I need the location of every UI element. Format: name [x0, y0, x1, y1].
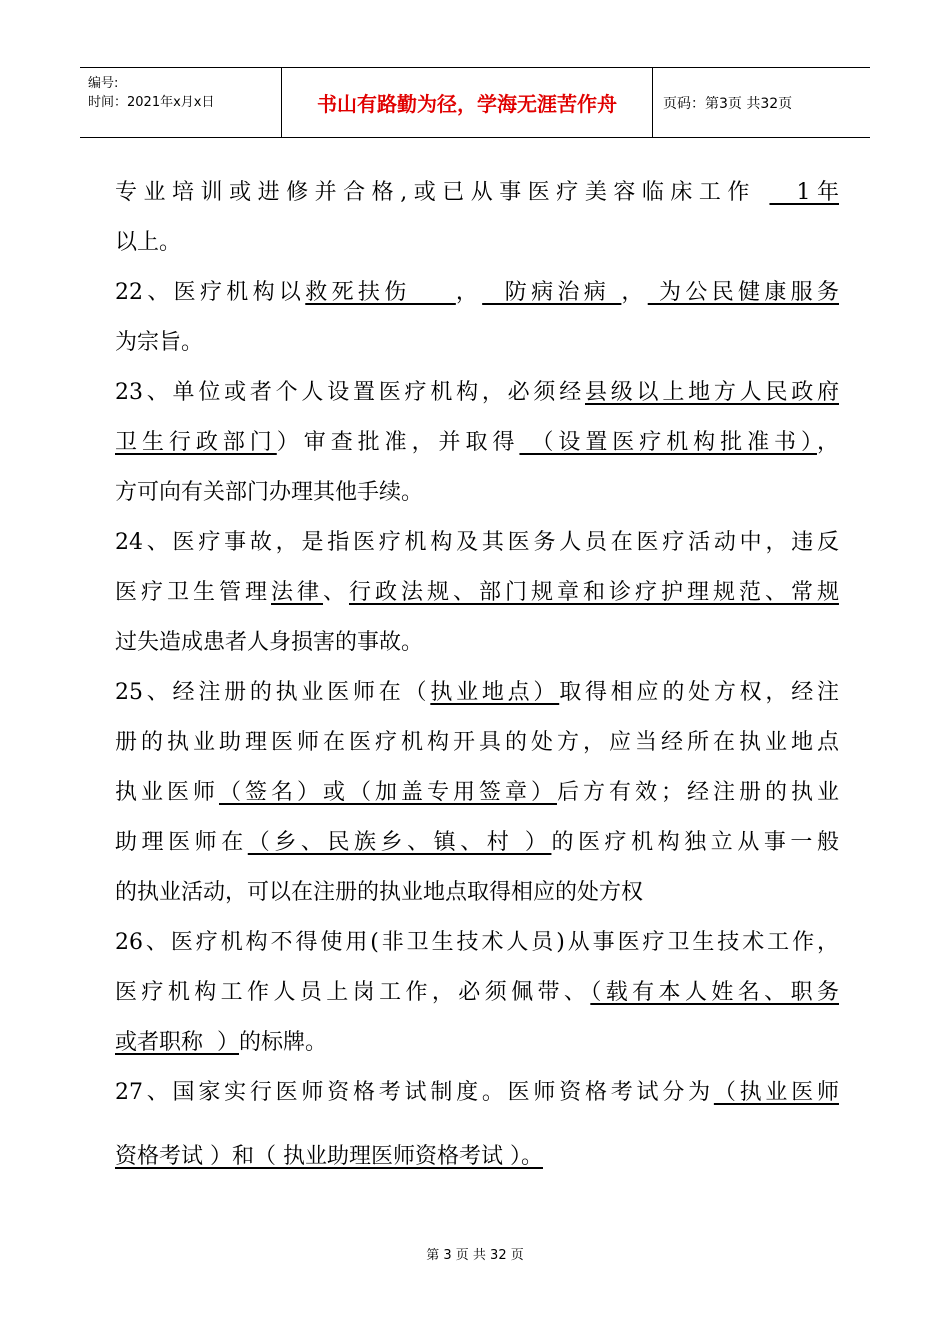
answer-blank: （乡、民族乡、镇、村 ）	[247, 830, 552, 855]
text-segment: 医疗卫生管理	[115, 580, 271, 605]
text-segment: 册的执业助理医师在医疗机构开具的处方，应当经所在执业地点	[115, 730, 839, 755]
text-line	[115, 668, 839, 718]
text-line	[115, 1018, 839, 1068]
answer-blank: 执业地点）	[430, 680, 560, 705]
answer-blank: 行政法规、部门规章和诊疗护理规范、常规	[349, 580, 839, 605]
page-header	[80, 67, 870, 138]
header-meta	[80, 68, 282, 137]
doc-time-label: 时间：2021年x月x日	[88, 95, 215, 110]
answer-blank: 为公民健康服务	[647, 280, 839, 305]
text-line	[115, 1118, 839, 1196]
text-segment: ，	[621, 280, 648, 305]
answer-blank: 1年	[769, 180, 839, 205]
text-line	[115, 468, 839, 518]
text-line	[115, 168, 839, 218]
text-segment: 、	[323, 580, 349, 605]
text-line	[115, 268, 839, 318]
text-line	[115, 718, 839, 768]
text-line	[115, 768, 839, 818]
text-segment: 26、医疗机构不得使用(非卫生技术人员)从事医疗卫生技术工作，	[115, 930, 839, 955]
text-segment: 22、医疗机构以	[115, 280, 306, 305]
answer-blank: 县级以上地方人民政府	[585, 380, 839, 405]
text-segment: 的执业活动，可以在注册的执业地点取得相应的处方权	[115, 880, 644, 905]
text-line	[115, 518, 839, 568]
text-line	[115, 1068, 839, 1118]
text-segment: 25、经注册的执业医师在（	[115, 680, 431, 705]
text-segment: 取得相应的处方权，经注	[559, 680, 839, 705]
text-segment: 的标牌。	[239, 1030, 328, 1055]
answer-blank: （签名）或（加盖专用签章）	[219, 780, 557, 805]
text-segment: ，	[455, 280, 483, 305]
header-page-info: 页码：第3页 共32页	[663, 95, 793, 112]
text-line	[115, 818, 839, 868]
text-line	[115, 968, 839, 1018]
text-segment: 24、医疗事故，是指医疗机构及其医务人员在医疗活动中，违反	[115, 530, 839, 555]
text-segment: 为宗旨。	[115, 330, 204, 355]
answer-blank: 法律	[271, 580, 323, 605]
page-footer: 第 3 页 共 32 页	[426, 1248, 524, 1263]
text-segment: 执业医师	[115, 780, 219, 805]
answer-blank: 资格考试 ）和（ 执业助理医师资格考试 ）。	[115, 1144, 543, 1169]
text-segment: 方可向有关部门办理其他手续。	[115, 480, 424, 505]
text-segment: 的医疗机构独立从事一般	[551, 830, 839, 855]
text-line	[115, 368, 839, 418]
answer-blank: 或者职称 ）	[115, 1030, 239, 1055]
text-line	[115, 868, 839, 918]
text-segment: 以上。	[115, 230, 182, 255]
text-segment: 助理医师在	[115, 830, 248, 855]
text-line	[115, 918, 839, 968]
answer-blank: 救死扶伤	[305, 280, 456, 305]
answer-blank: （载有本人姓名、职务	[590, 980, 839, 1005]
text-segment: 后方有效；经注册的执业	[556, 780, 839, 805]
text-segment: ，	[816, 430, 839, 455]
text-segment: ）审查批准，并取得	[276, 430, 520, 455]
text-segment: 医疗机构工作人员上岗工作，必须佩带、	[115, 980, 591, 1005]
text-line	[115, 218, 839, 268]
text-line	[115, 318, 839, 368]
answer-blank: （设置医疗机构批准书）	[519, 430, 817, 455]
document-body	[115, 168, 839, 1196]
text-line	[115, 418, 839, 468]
text-line	[115, 618, 839, 668]
text-segment: 专业培训或进修并合格,或已从事医疗美容临床工作	[115, 180, 770, 205]
doc-number-label: 编号:	[88, 76, 119, 91]
text-segment: 过失造成患者人身损害的事故。	[115, 630, 424, 655]
text-segment: 23、单位或者个人设置医疗机构，必须经	[115, 380, 585, 405]
header-motto: 书山有路勤为径，学海无涯苦作舟	[282, 68, 653, 137]
text-segment: 27、国家实行医师资格考试制度。医师资格考试分为	[115, 1080, 714, 1105]
answer-blank: （执业医师	[713, 1080, 839, 1105]
answer-blank: 卫生行政部门	[115, 430, 277, 455]
answer-blank: 防病治病	[482, 280, 622, 305]
text-line	[115, 568, 839, 618]
